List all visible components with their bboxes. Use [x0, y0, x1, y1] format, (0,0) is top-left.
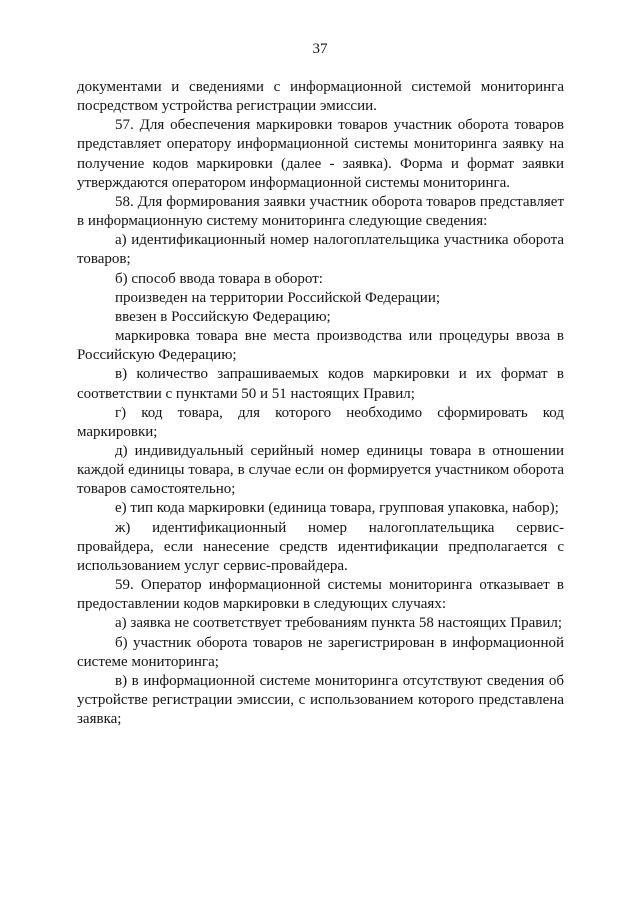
- paragraph-item-57: 57. Для обеспечения маркировки товаров участник оборота товаров представляет оператору информационной системы мониторинга заявку на получение кодов маркировки (далее - заявка). Форма и формат заявки утверждаются оператором информационной системы мониторинга.: [77, 117, 564, 191]
- paragraph-refusal-b: б) участник оборота товаров не зарегистрирован в информационной системе мониторинга;: [77, 634, 564, 670]
- page-number: 37: [312, 41, 328, 57]
- paragraph-subitem-a: а) идентификационный номер налогоплательщика участника оборота товаров;: [77, 232, 564, 268]
- document-body: [77, 78, 564, 729]
- paragraph-refusal-v: в) в информационной системе мониторинга отсутствуют сведения об устройстве регистрации эмиссии, с использованием которого представлена заявка;: [77, 672, 564, 728]
- paragraph-subitem-v: в) количество запрашиваемых кодов маркировки и их формат в соответствии с пунктами 50 и 51 настоящих Правил;: [77, 366, 564, 402]
- paragraph-subitem-zh: ж) идентификационный номер налогоплательщика сервис-провайдера, если нанесение средств идентификации предполагается с использованием услуг сервис-провайдера.: [77, 519, 564, 574]
- paragraph-continuation: документами и сведениями с информационной системой мониторинга посредством устройства регистрации эмиссии.: [77, 79, 564, 115]
- paragraph-subitem-g: г) код товара, для которого необходимо сформировать код маркировки;: [77, 404, 564, 440]
- paragraph-option-produced: произведен на территории Российской Федерации;: [115, 289, 441, 306]
- paragraph-option-marking: маркировка товара вне места производства или процедуры ввоза в Российскую Федерацию;: [77, 328, 564, 364]
- paragraph-item-59: 59. Оператор информационной системы мониторинга отказывает в предоставлении кодов маркировки в следующих случаях:: [77, 577, 564, 613]
- paragraph-option-imported: ввезен в Российскую Федерацию;: [115, 308, 331, 325]
- paragraph-subitem-d: д) индивидуальный серийный номер единицы товара в отношении каждой единицы товара, в случае если он формируется участником оборота товаров самостоятельно;: [77, 442, 564, 498]
- paragraph-item-58: 58. Для формирования заявки участник оборота товаров представляет в информационную систему мониторинга следующие сведения:: [77, 193, 564, 230]
- paragraph-subitem-e: е) тип кода маркировки (единица товара, групповая упаковка, набор);: [115, 500, 559, 517]
- paragraph-refusal-a: а) заявка не соответствует требованиям пункта 58 настоящих Правил;: [115, 615, 563, 632]
- paragraph-subitem-b: б) способ ввода товара в оборот:: [115, 270, 323, 287]
